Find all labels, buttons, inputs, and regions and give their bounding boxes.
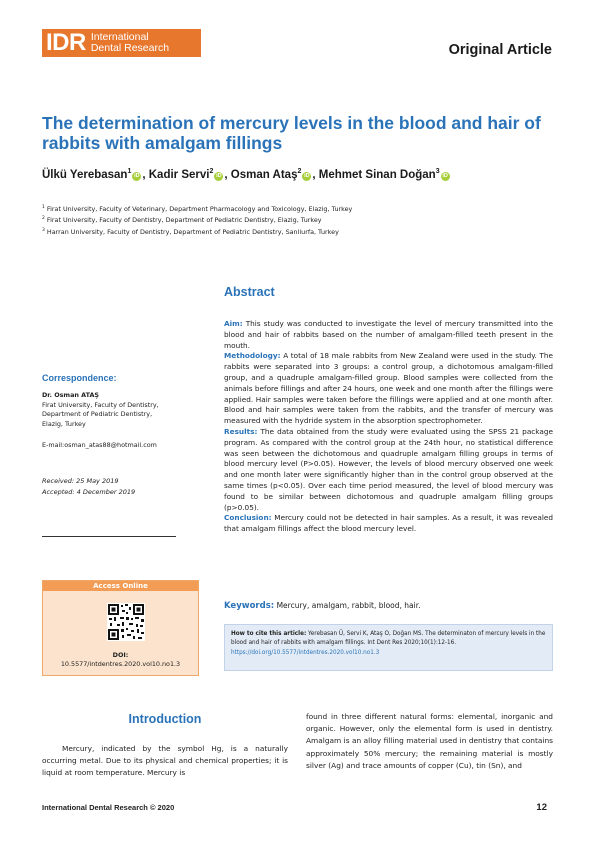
orcid-icon[interactable]: iD <box>134 172 140 179</box>
abstract-aim: Aim: This study was conducted to investigate the level of mercury transmitted into the blood and hair of rabbits based on the number of amalgam-filled teeth present in the mouth. <box>224 319 553 350</box>
access-online-heading: Access Online <box>43 581 198 591</box>
affiliation-3: $^3$ Harran University, Faculty of Dentistry, Department of Pediatric Dentistry, Sanliurfa, Turkey <box>42 227 339 236</box>
correspondence-line: Department of Pediatric Dentistry, <box>42 410 153 419</box>
footer-journal: International Dental Research © 2020 <box>42 803 175 812</box>
received-date: Received: 25 May 2019 <box>42 477 119 485</box>
correspondence-line: Elazig, Turkey <box>42 419 86 428</box>
logo-text <box>86 32 169 54</box>
author-4[interactable]: Mehmet Sinan Doğan$^3$iD <box>318 168 448 181</box>
abstract-results: Results: The data obtained from the study were evaluated using the SPSS 21 package program. As compared with the control group at the 24th hour, no statistical difference was seen between the dichotomous and quadruple amalgam filling groups in terms of blood mercury level (P>0.05). However, the levels of blood mercury observed one week and one month later were significantly higher than in the control group observed at the same times (p<0.05). Over each time period measured, the level of blood mercury was found to be similar between dichotomous and quadruple amalgam filling groups (p>0.05). <box>224 426 553 512</box>
sidebar-divider <box>42 536 176 537</box>
correspondence-heading: Correspondence: <box>42 373 117 383</box>
access-online-box <box>42 580 199 676</box>
affiliation-1: $^1$ Firat University, Faculty of Veterinary, Department Pharmacology and Toxicology, Elazig, Turkey <box>42 205 353 214</box>
correspondence-line: Firat University, Faculty of Dentistry, <box>42 400 159 409</box>
logo-line-1: International <box>90 31 149 43</box>
correspondence-email[interactable]: E-mail:osman_atas88@hotmail.com <box>42 441 157 450</box>
abstract-body <box>224 319 553 535</box>
keywords: Keywords: Mercury, amalgam, rabbit, blood, hair. <box>224 601 421 611</box>
qr-code-icon[interactable] <box>107 603 145 641</box>
accepted-date: Accepted: 4 December 2019 <box>42 487 136 496</box>
abstract-heading: Abstract <box>224 285 275 299</box>
orcid-icon[interactable]: iD <box>304 172 310 179</box>
affiliations <box>42 203 562 237</box>
article-dates <box>42 476 202 497</box>
abstract-methodology: Methodology: A total of 18 male rabbits from New Zealand were used in the study. The rabbits were separated into 3 groups: a control group, a dichotomous amalgam-filled group, and a quadruple amalgam-filled group. Blood samples were collected from the animals before fillings and after 24 hours, one week and one month after the fillings were applied. Hair samples were taken before the fillings were applied and at one month after. Blood and hair samples were taken from the rabbits, and the transfer of mercury was measured with the hydride system in the absorption spectrophometer. <box>224 351 553 426</box>
correspondence-name: Dr. Osman ATAŞ <box>42 391 100 399</box>
correspondence-block <box>42 391 202 451</box>
doi-label: DOI: <box>112 651 129 659</box>
journal-logo <box>42 29 201 57</box>
author-list <box>42 168 562 181</box>
author-1[interactable]: Ülkü Yerebasan$^1$iD , <box>42 168 149 181</box>
introduction-left-column: Mercury, indicated by the symbol Hg, is a naturally occurring metal. Due to its physical and chemical properties; it is liquid at room temperature. Mercury is <box>42 744 288 778</box>
affiliation-2: $^2$ Firat University, Faculty of Dentistry, Department of Pediatric Dentistry, Elazig, Turkey <box>42 216 322 225</box>
page-number: 12 <box>536 802 547 813</box>
introduction-heading: Introduction <box>128 712 202 726</box>
citation-label: How to cite this article: <box>231 631 307 637</box>
article-title: The determination of mercury levels in the blood and hair of rabbits with amalgam fillings <box>42 113 541 153</box>
logo-mark: IDR <box>46 29 86 56</box>
citation-text: Yerebasan Ü, Servi K, Ataş O, Doğan MS. The determinaton of mercury levels in the blood and hair of rabbits with amalgam fillings. Int Dent Res 2020;10(1):12-16. <box>231 631 546 647</box>
orcid-icon[interactable]: iD <box>442 172 448 179</box>
doi-block[interactable] <box>43 651 198 669</box>
orcid-icon[interactable]: iD <box>216 172 222 179</box>
citation-link[interactable]: https://doi.org/10.5577/intdentres.2020.vol10.no1.3 <box>231 649 380 656</box>
abstract-conclusion: Conclusion: Mercury could not be detected in hair samples. As a result, it was revealed that amalgam fillings affect the blood mercury level. <box>224 513 553 534</box>
author-2[interactable]: Kadir Servi$^2$iD , <box>148 168 231 181</box>
citation-box <box>224 624 553 671</box>
author-3[interactable]: Osman Ataş$^2$iD , <box>230 168 319 181</box>
logo-line-2: Dental Research <box>90 42 170 54</box>
doi-value: 10.5577/intdentres.2020.vol10.no1.3 <box>60 660 181 668</box>
article-type: Original Article <box>448 42 552 58</box>
introduction-right-column: found in three different natural forms: elemental, inorganic and organic. However, only the elemental form is used in dentistry. Amalgam is an alloy filling material used in dentistry that contains approximately 50% mercury; the remaining material is mostly silver (Ag) and trace amounts of copper (Cu), tin (Sn), and <box>306 712 553 770</box>
